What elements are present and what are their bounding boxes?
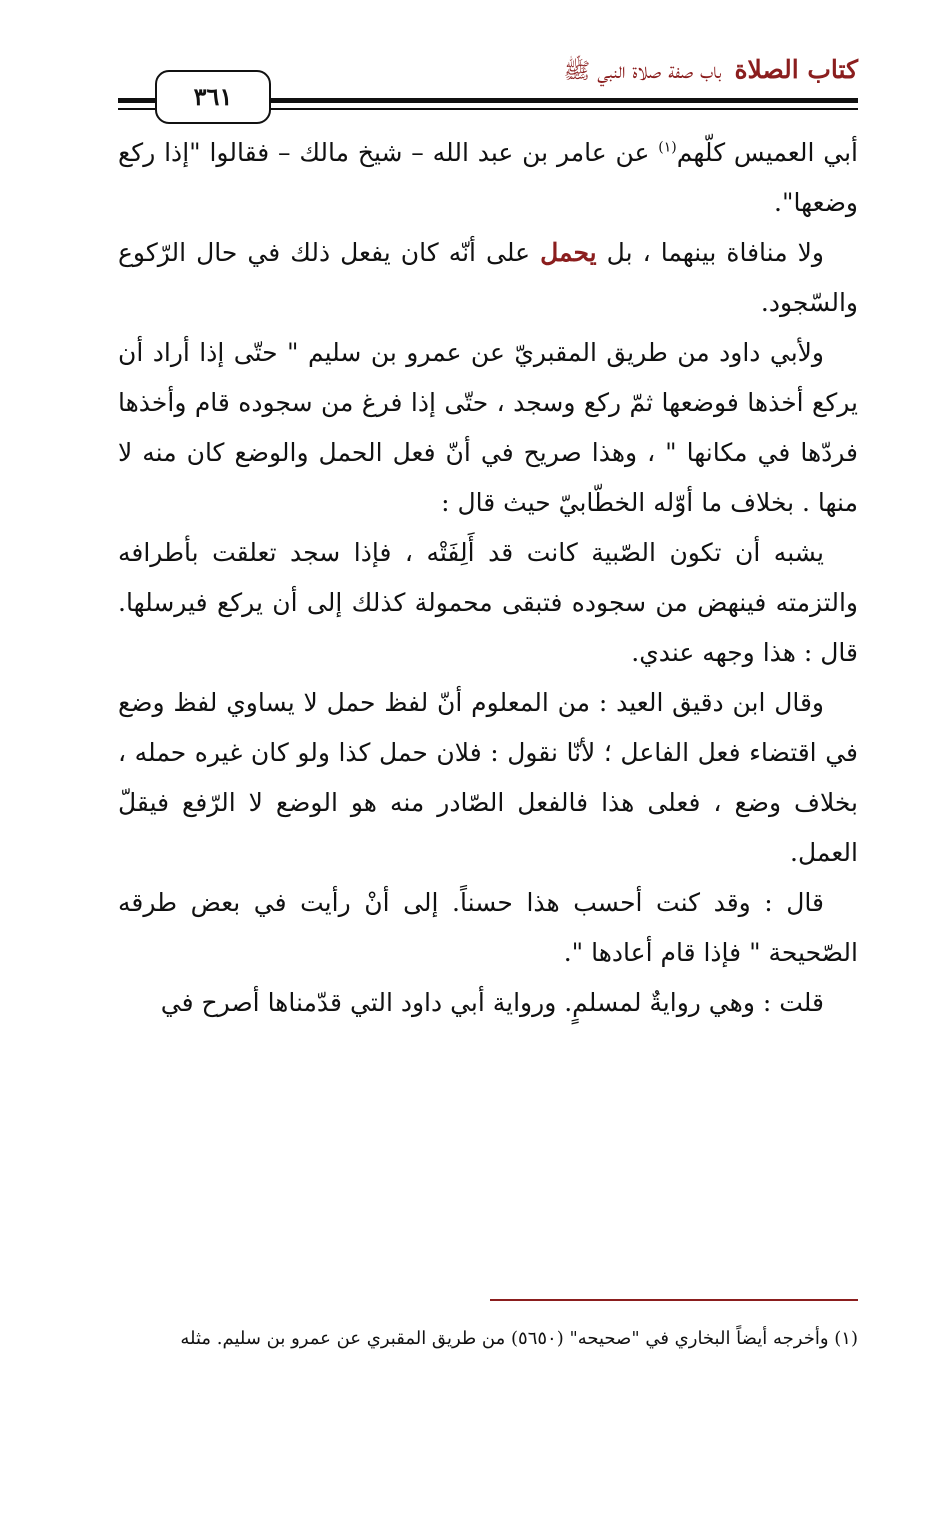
paragraph-3: ولأبي داود من طريق المقبريّ عن عمرو بن سليم " حتّى إذا أراد أن يركع أخذها فوضعها ثمّ ركع وسجد ، حتّى إذا فرغ من سجوده قام وأخذها فردّها في مكانها " ، وهذا صريح في أنّ فعل الحمل والوضع كان منه لا منها . بخلاف ما أوّله الخطّابيّ حيث قال : [118, 338, 858, 517]
paragraph-7: قلت : وهي روايةٌ لمسلمٍ. ورواية أبي داود التي قدّمناها أصرح في [160, 988, 824, 1017]
book-title: كتاب الصلاة [734, 55, 858, 84]
paragraph-5: وقال ابن دقيق العيد : من المعلوم أنّ لفظ حمل لا يساوي لفظ وضع في اقتضاء فعل الفاعل ؛ لأنّا نقول : فلان حمل كذا ولو كان غيره حمله ، بخلاف وضع ، فعلى هذا فالفعل الصّادر منه هو الوضع لا الرّفع فيقلّ العمل. [118, 688, 858, 867]
p1-text-b: عن عامر بن عبد الله – شيخ مالك – فقالوا "إذا ركع وضعها". [118, 138, 858, 217]
paragraph-2 [118, 228, 858, 328]
p1-text-a: أبي العميس كلّهم [676, 138, 859, 167]
footnote [118, 1322, 858, 1356]
chapter-title: باب صفة صلاة النبي ﷺ [563, 59, 722, 84]
p2-text-b: على أنّه كان يفعل ذلك في حال الرّكوع والسّجود. [118, 238, 858, 317]
paragraph-6: قال : وقد كنت أحسب هذا حسناً. إلى أنْ رأيت في بعض طرقه الصّحيحة " فإذا قام أعادها ". [118, 888, 858, 967]
paragraph-1 [118, 128, 858, 228]
page-number: ٣٦١ [155, 70, 271, 124]
paragraph-4: يشبه أن تكون الصّبية كانت قد أَلِفَتْه ، فإذا سجد تعلقت بأطرافه والتزمته فينهض من سجوده فتبقى محمولة كذلك إلى أن يركع فيرسلها. قال : هذا وجهه عندي. [118, 538, 858, 667]
main-text [118, 128, 858, 1028]
p2-text-a: ولا منافاة بينهما ، بل [596, 238, 824, 267]
footnote-text: (١) وأخرجه أيضاً البخاري في "صحيحه" (٥٦٥٠) من طريق المقبري عن عمرو بن سليم. مثله [180, 1328, 858, 1349]
footnote-ref[interactable]: (١) [658, 139, 677, 156]
footnote-separator [490, 1299, 858, 1301]
highlighted-word: يحمل [540, 238, 597, 267]
